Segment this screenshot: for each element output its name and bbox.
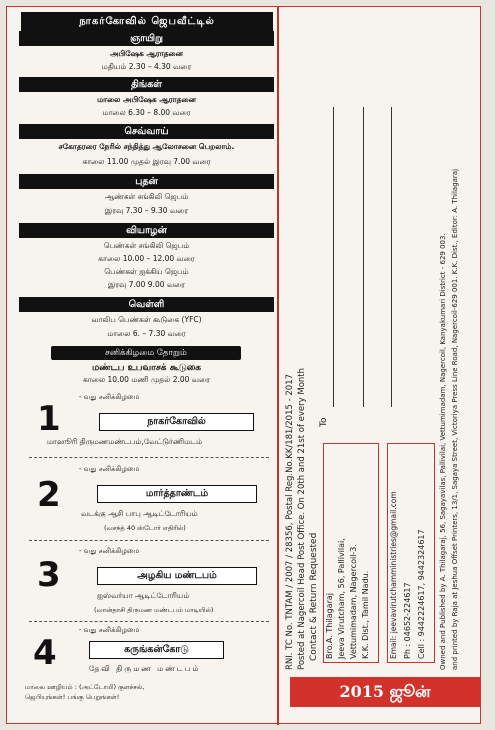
day-header-tuesday: செவ்வாய் <box>19 124 274 139</box>
day-header-monday: திங்கள் <box>19 77 274 92</box>
divider <box>29 540 269 541</box>
venue-hall-3: ஐஸ்வர்யா ஆடிட்டோரியம் <box>97 591 190 600</box>
address-line <box>363 107 364 407</box>
schedule-line: பெண்கள் ஐக்கிய ஜெபம் <box>104 267 189 276</box>
schedule-line: மாலை அபிஷேக ஆராதனை <box>97 95 196 104</box>
saturday-time: காலை 10.00 மணி முதல் 2.00 வரை <box>83 375 210 384</box>
saturday-header: சனிக்கிழமை தோறும் <box>51 346 241 360</box>
venue-note-3: (வான்தாசி திருமண மண்டபம் மாடியில்) <box>94 606 214 614</box>
schedule-line: இரவு 7.30 – 9.30 வரை <box>104 206 189 215</box>
venue-hall-1: மாஹூரி திருமணமண்டபம்,வேட்டுர்ணிமடம் <box>47 437 203 446</box>
venue-place-3: அழகிய மண்டபம் <box>97 567 257 585</box>
day-header-wednesday: புதன் <box>19 174 274 189</box>
week-label: - வது சனிக்கிழமை <box>79 626 140 634</box>
schedule-line: காலை 10.00 – 12.00 வரை <box>98 254 195 263</box>
schedule-line: இரவு 7.00 9.00 வரை <box>107 280 186 289</box>
divider <box>29 457 269 458</box>
venue-note-2: (வசந்த் 40 ஸ்டோர் எதிரில்) <box>104 524 186 532</box>
address-line <box>391 107 392 407</box>
contact-line: K.K. Dist., Tamil Nadu. <box>361 570 370 659</box>
contact-title: Contact & Return Requested <box>309 532 319 661</box>
email-line: Email: jeevavirutchamministries@gmail.com <box>389 491 398 659</box>
week-number-2: 2 <box>37 475 61 515</box>
day-header-friday: வெள்ளி <box>19 297 274 312</box>
column-divider <box>277 7 279 725</box>
schedule-line: காலை 11.00 முதல் இரவு 7.00 வரை <box>82 157 211 166</box>
week-label: - வது சனிக்கிழமை <box>79 393 140 401</box>
venue-place-2: மார்த்தாண்டம் <box>97 485 257 503</box>
footer-note: ஜெபியுங்கள்! பங்கு பெறுங்கள்! <box>25 693 120 701</box>
schedule-line: அபிஷேக ஆராதனை <box>110 49 183 58</box>
divider <box>29 621 269 622</box>
venue-place-4: கருங்கன்கோடு <box>89 641 224 659</box>
day-header-sunday: ஞாயிறு <box>19 31 274 46</box>
venue-hall-4: தேவி திருமண மண்டபம் <box>89 664 201 673</box>
week-number-4: 4 <box>33 633 57 673</box>
schedule-line: மாலை 6. – 7.30 வரை <box>107 329 186 338</box>
week-number-3: 3 <box>37 555 61 595</box>
schedule-line: சகோதரரை நேரில் சந்தித்து ஆலோசனை பெறலாம். <box>58 142 235 151</box>
magazine-back-cover <box>6 6 481 724</box>
schedule-column <box>19 29 274 719</box>
issue-date-badge: 2015 ஜூன் <box>290 677 480 707</box>
schedule-line: வாலிப பெண்கள் கூடுகை (YFC) <box>91 315 202 324</box>
saturday-subtitle: மண்டப உபவாசக் கூடுகை <box>91 363 202 373</box>
venue-place-1: நாகர்கோவில் <box>99 413 254 431</box>
day-header-thursday: வியாழன் <box>19 223 274 238</box>
cell-line: Cell : 9442224617, 9442324617 <box>417 529 426 659</box>
contact-line: Jeeva Virutcham, 56, Pallivilai, <box>337 538 346 659</box>
week-label: - வது சனிக்கிழமை <box>79 465 140 473</box>
rni-line: RNI. TC No. TNTAM / 2007 / 28356, Postal Reg.No.KK/181/2015 - 2017 <box>285 373 295 670</box>
schedule-line: மதியம் 2.30 – 4.30 வரை <box>101 62 192 71</box>
schedule-line: மாலை 6.30 – 8.00 வரை <box>102 108 191 117</box>
address-line <box>333 107 334 407</box>
schedule-line: ஆண்கள் சங்கிலி ஜெபம் <box>104 192 189 201</box>
to-label: To <box>319 417 329 427</box>
footer-note: மாலை ஊழியம் : (அட்டோமி) குளச்சல், <box>25 683 145 691</box>
contact-line: Bro.A. Thilagaraj <box>325 592 334 659</box>
week-number-1: 1 <box>37 399 61 439</box>
printed-line: and printed by Raja at Jeshua Offset Printers, 13/1, Sagaya Street, Victoriya Press Line Road, Nagercoil-629 001. K.K. Dist., Editor: A. Thilagaraj <box>451 168 459 670</box>
schedule-line: பெண்கள் சங்கிலி ஜெபம் <box>103 241 190 250</box>
venue-hall-2: வடக்கு ஆசி பாபு ஆடிட்டோரியம் <box>81 509 198 518</box>
posted-line: Posted at Nagercoil Head Post Office. On 20th and 21st of every Month <box>297 367 307 670</box>
contact-line: Vettumimadam, Nagercoil-3. <box>349 544 358 659</box>
page-title: நாகர்கோவில் ஜெபவீட்டில் <box>21 12 273 32</box>
owned-line: Owned and Published by A. Thilagaraj, 56, Sagayavilas, Pallivilai, Vettumimadam, Nagercoil, Kanyakumari District - 629 003. <box>439 233 447 670</box>
phone-line: Ph : 04652-224617 <box>403 582 412 659</box>
week-label: - வது சனிக்கிழமை <box>79 547 140 555</box>
